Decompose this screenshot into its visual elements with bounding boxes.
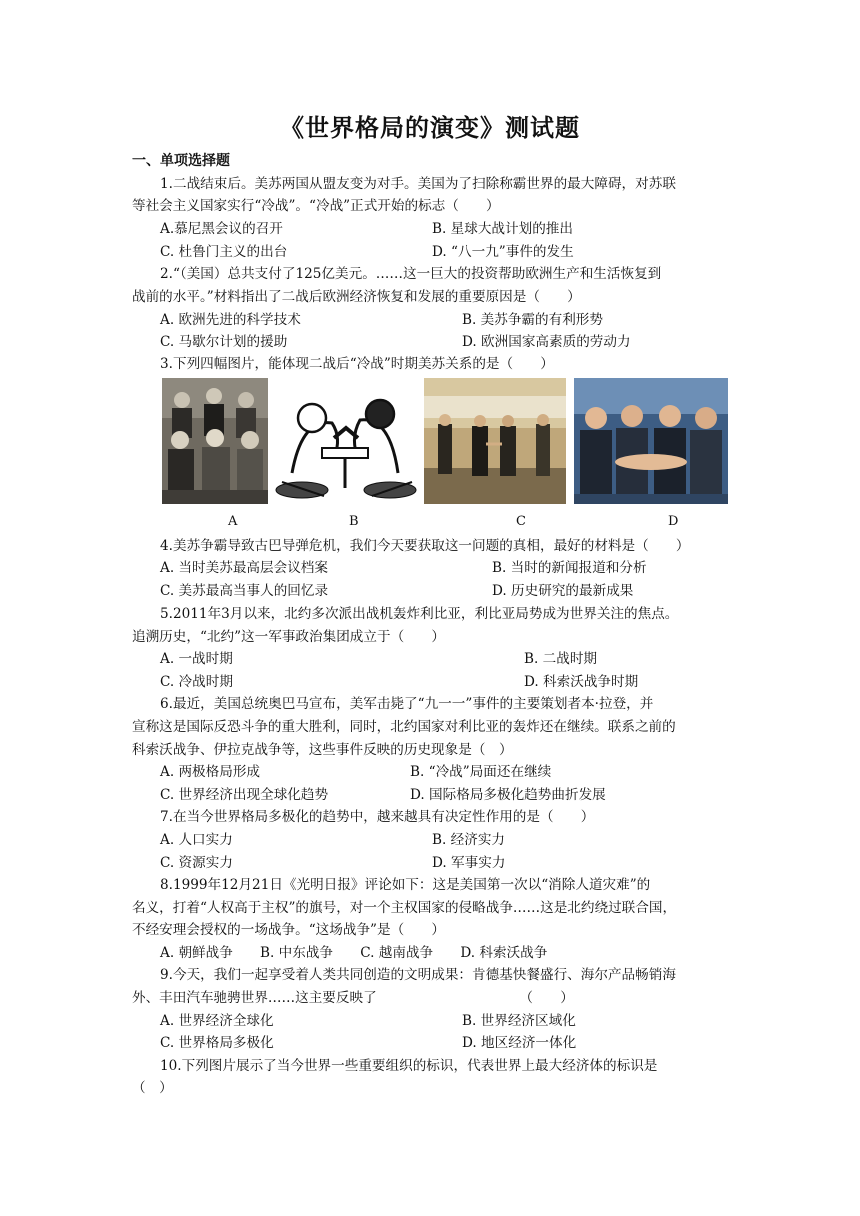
question-6-line-2: 宣称这是国际反恐斗争的重大胜利，同时，北约国家对利比亚的轰炸还在继续。联系之前的 [132, 719, 676, 735]
photo-c-handshake-airport [424, 378, 566, 504]
question-5-line-2: 追溯历史，“北约”这一军事政治集团成立于（ ） [132, 629, 445, 645]
question-1-option-d: D. “八一九”事件的发生 [432, 244, 574, 260]
question-5-line-1: 5.2011年3月以来，北约多次派出战机轰炸利比亚，利比亚局势成为世界关注的焦点。 [160, 606, 679, 622]
photo-label-a: A [228, 514, 238, 529]
question-9-option-a: A. 世界经济全球化 [160, 1013, 274, 1029]
question-8-line-3: 不经安理会授权的一场战争。“这场战争”是（ ） [132, 922, 445, 938]
question-4-option-a: A. 当时美苏最高层会议档案 [160, 560, 328, 576]
question-5-option-d: D. 科索沃战争时期 [524, 674, 639, 690]
question-10-line-2: （ ） [132, 1080, 173, 1096]
question-8-options: A. 朝鲜战争 B. 中东战争 C. 越南战争 D. 科索沃战争 [160, 945, 548, 961]
question-6-line-1: 6.最近，美国总统奥巴马宣布，美军击毙了“九一一”事件的主要策划者本·拉登，并 [160, 696, 654, 712]
question-2-line-2: 战前的水平。”材料指出了二战后欧洲经济恢复和发展的重要原因是（ ） [132, 289, 581, 305]
question-2-option-c: C. 马歇尔计划的援助 [160, 334, 288, 350]
question-9-option-d: D. 地区经济一体化 [462, 1035, 577, 1051]
question-4-line-1: 4.美苏争霸导致古巴导弹危机，我们今天要获取这一问题的真相，最好的材料是（ ） [160, 538, 690, 554]
photo-d-joined-hands [574, 378, 728, 504]
photo-a-conference [162, 378, 268, 504]
question-4-option-c: C. 美苏最高当事人的回忆录 [160, 583, 329, 599]
question-6-line-3: 科索沃战争、伊拉克战争等，这些事件反映的历史现象是（ ） [132, 742, 513, 758]
question-6-option-b: B. “冷战”局面还在继续 [410, 764, 552, 780]
question-9-line-2: 外、丰田汽车驰骋世界……这主要反映了 （ ） [132, 990, 574, 1006]
question-6-option-c: C. 世界经济出现全球化趋势 [160, 787, 329, 803]
question-1-option-b: B. 星球大战计划的推出 [432, 221, 573, 237]
question-10-line-1: 10.下列图片展示了当今世界一些重要组织的标识，代表世界上最大经济体的标识是 [160, 1058, 658, 1074]
question-7-option-d: D. 军事实力 [432, 855, 506, 871]
question-1-line-2: 等社会主义国家实行“冷战”。“冷战”正式开始的标志（ ） [132, 198, 500, 214]
question-2-option-d: D. 欧洲国家高素质的劳动力 [462, 334, 631, 350]
photo-label-d: D [668, 514, 679, 529]
question-5-option-a: A. 一战时期 [160, 651, 233, 667]
document-title: 《世界格局的演变》测试题 [280, 114, 580, 142]
question-1-line-1: 1.二战结束后。美苏两国从盟友变为对手。美国为了扫除称霸世界的最大障碍，对苏联 [160, 176, 676, 192]
question-3-photo-row [160, 378, 730, 508]
question-8-line-1: 8.1999年12月21日《光明日报》评论如下：这是美国第一次以“消除人道灾难”的 [160, 877, 651, 893]
question-3-line-1: 3.下列四幅图片，能体现二战后“冷战”时期美苏关系的是（ ） [160, 356, 554, 372]
question-9-option-c: C. 世界格局多极化 [160, 1035, 274, 1051]
question-7-option-c: C. 资源实力 [160, 855, 233, 871]
photo-label-c: C [516, 514, 526, 529]
question-6-option-a: A. 两极格局形成 [160, 764, 261, 780]
section-heading: 一、单项选择题 [132, 153, 230, 169]
photo-b-arm-wrestling-cartoon [272, 378, 418, 504]
question-2-option-a: A. 欧洲先进的科学技术 [160, 312, 301, 328]
question-1-option-a: A.慕尼黑会议的召开 [160, 221, 283, 237]
question-5-option-b: B. 二战时期 [524, 651, 598, 667]
question-4-option-b: B. 当时的新闻报道和分析 [492, 560, 647, 576]
question-2-option-b: B. 美苏争霸的有利形势 [462, 312, 603, 328]
photo-label-b: B [349, 514, 359, 529]
question-7-option-a: A. 人口实力 [160, 832, 233, 848]
question-4-option-d: D. 历史研究的最新成果 [492, 583, 634, 599]
question-1-option-c: C. 杜鲁门主义的出台 [160, 244, 288, 260]
question-6-option-d: D. 国际格局多极化趋势曲折发展 [410, 787, 606, 803]
question-9-option-b: B. 世界经济区域化 [462, 1013, 576, 1029]
question-7-option-b: B. 经济实力 [432, 832, 506, 848]
question-9-line-1: 9.今天，我们一起享受着人类共同创造的文明成果：肯德基快餐盛行、海尔产品畅销海 [160, 967, 676, 983]
question-8-line-2: 名义，打着“人权高于主权”的旗号，对一个主权国家的侵略战争……这是北约绕过联合国， [132, 900, 677, 916]
question-7-line-1: 7.在当今世界格局多极化的趋势中，越来越具有决定性作用的是（ ） [160, 809, 595, 825]
question-2-line-1: 2.“（美国）总共支付了125亿美元。……这一巨大的投资帮助欧洲生产和生活恢复到 [160, 266, 662, 282]
question-5-option-c: C. 冷战时期 [160, 674, 233, 690]
